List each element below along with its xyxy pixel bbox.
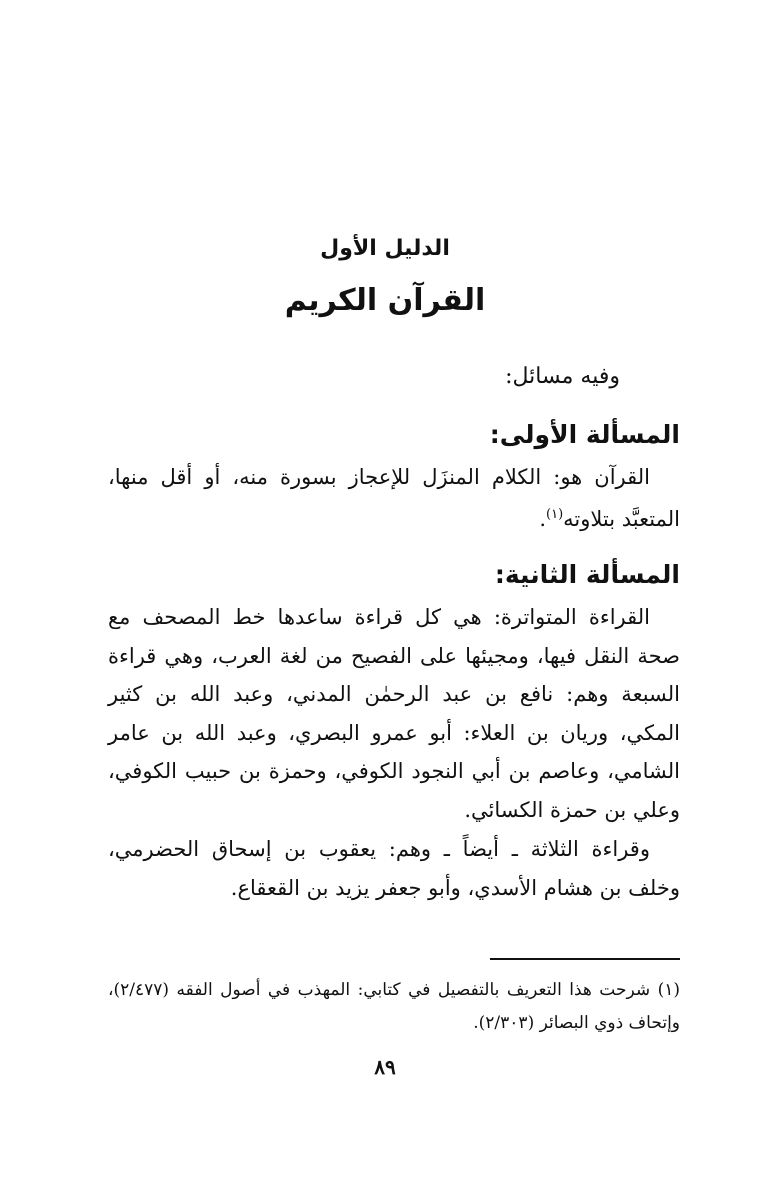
question-2-title: المسألة الثانية: xyxy=(494,560,680,589)
question-1-body: القرآن هو: الكلام المنزَل للإعجاز بسورة منه، أو أقل منها، المتعبَّد بتلاوته xyxy=(108,465,680,531)
question-1-text xyxy=(108,458,680,538)
footnote: (١) شرحت هذا التعريف بالتفصيل في كتابي: المهذب في أصول الفقه (٢/٤٧٧)، وإتحاف ذوي البصائر (٢/٣٠٣). xyxy=(108,980,680,1033)
question-2-p2: وقراءة الثلاثة ـ أيضاً ـ وهم: يعقوب بن إسحاق الحضرمي، وخلف بن هشام الأسدي، وأبو جعفر يزيد بن القعقاع. xyxy=(108,837,680,900)
question-2-paragraph-1 xyxy=(108,598,680,829)
footnote-divider xyxy=(490,958,680,960)
question-1-end: . xyxy=(539,507,547,531)
page-title: القرآن الكريم xyxy=(284,283,486,318)
intro-text: وفيه مسائل: xyxy=(505,364,620,389)
chapter-heading: الدليل الأول xyxy=(320,236,450,261)
page-number: ٨٩ xyxy=(374,1055,396,1079)
question-1-title: المسألة الأولى: xyxy=(489,420,680,449)
footnote-ref[interactable]: (١) xyxy=(546,507,564,522)
question-2-paragraph-2 xyxy=(108,830,680,907)
question-2-p1: القراءة المتواترة: هي كل قراءة ساعدها خط المصحف مع صحة النقل فيها، ومجيئها على الفصيح من لغة العرب، وهي قراءة السبعة وهم: نافع بن عبد الرحمٰن المدني، وعبد الله بن كثير المكي، وريان بن العلاء: أبو عمرو البصري، وعبد الله بن عامر الشامي، وعاصم بن أبي النجود الكوفي، وحمزة بن حبيب الكوفي، وعلي بن حمزة الكسائي. xyxy=(108,605,680,822)
